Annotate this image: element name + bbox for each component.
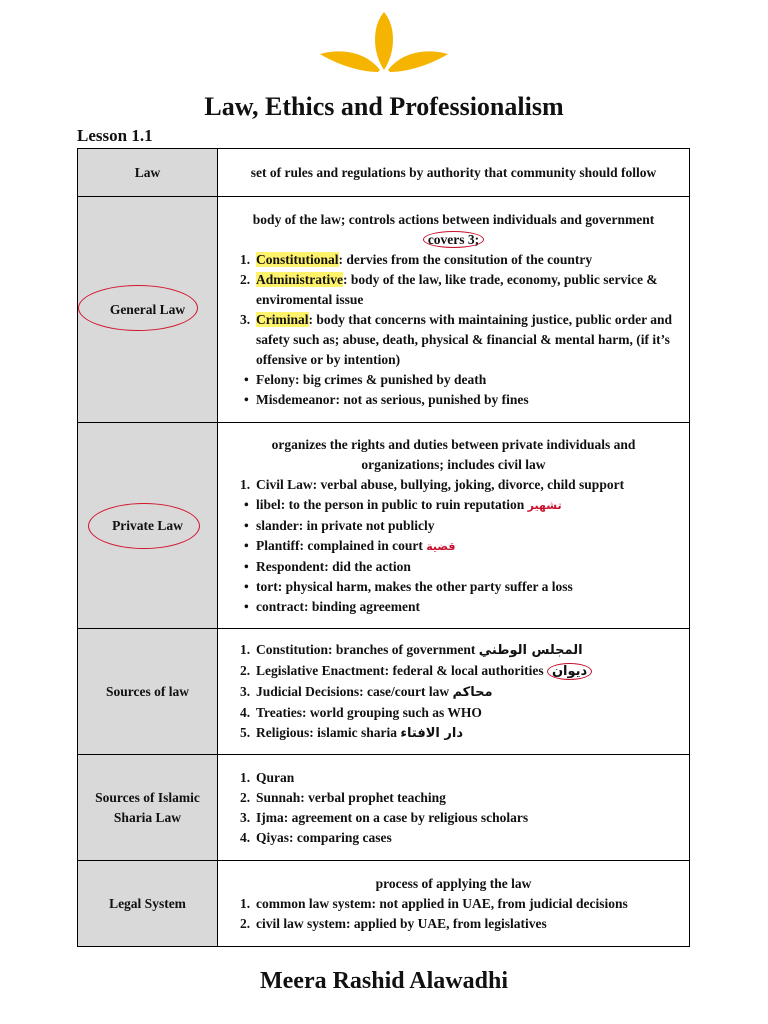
item-number: 3. xyxy=(240,683,251,699)
bullet-text: libel: to the person in public to ruin reputation xyxy=(256,496,525,512)
item-text: Sunnah: verbal prophet teaching xyxy=(256,789,446,805)
sources-list xyxy=(230,640,677,744)
list-item xyxy=(230,270,677,310)
row-label-private-law xyxy=(78,423,218,629)
list-item xyxy=(230,768,677,788)
private-intro: organizes the rights and duties between private individuals and xyxy=(271,436,636,452)
item-number: 2. xyxy=(240,271,251,287)
list-item xyxy=(230,788,677,808)
row-content-sources-of-sharia xyxy=(218,755,690,861)
item-text: : dervies from the consitution of the country xyxy=(338,251,593,267)
general-intro-2-wrap xyxy=(230,230,677,250)
item-text: civil law system: applied by UAE, from legislatives xyxy=(256,915,547,931)
row-label-sources-of-sharia xyxy=(78,755,218,861)
bullet-icon: • xyxy=(244,517,249,533)
general-list xyxy=(230,250,677,370)
item-text: : body that concerns with maintaining justice, public order and safety such as; abuse, death, physical & financial & mental harm, (if it’s offensive or by intention) xyxy=(256,311,673,367)
item-term: Criminal xyxy=(256,311,309,327)
item-text: : body of the law, like trade, economy, public service & enviromental issue xyxy=(256,271,658,307)
item-number: 2. xyxy=(240,915,251,931)
arabic-note: محاكم xyxy=(452,684,493,700)
sharia-list xyxy=(230,768,677,848)
list-item xyxy=(230,577,677,597)
table-row-legal-system xyxy=(78,861,690,947)
item-text: Civil Law: verbal abuse, bullying, joking, divorce, child support xyxy=(256,476,625,492)
handwritten-note: قضية xyxy=(426,539,456,553)
list-item xyxy=(230,390,677,410)
legal-list xyxy=(230,894,677,934)
list-item xyxy=(230,536,677,557)
item-number: 1. xyxy=(240,641,251,657)
bullet-icon: • xyxy=(244,496,249,512)
item-text: Quran xyxy=(256,769,295,785)
general-covers: covers 3; xyxy=(423,231,484,248)
row-label-sources-of-law xyxy=(78,629,218,755)
item-text: Legislative Enactment: federal & local authorities xyxy=(256,662,544,678)
legal-intro: process of applying the law xyxy=(375,875,532,891)
item-number: 1. xyxy=(240,769,251,785)
bullet-icon: • xyxy=(244,537,249,553)
bullet-icon: • xyxy=(244,371,249,387)
bullet-text: slander: in private not publicly xyxy=(256,517,435,533)
arabic-note: المجلس الوطني xyxy=(478,642,583,658)
lotus-logo-icon xyxy=(318,8,450,76)
row-content-general-law xyxy=(218,197,690,423)
item-text: Judicial Decisions: case/court law xyxy=(256,683,450,699)
label-text: Sources of law xyxy=(106,683,189,699)
item-number: 2. xyxy=(240,789,251,805)
page-title: Law, Ethics and Professionalism xyxy=(204,92,564,121)
list-item xyxy=(230,894,677,914)
list-item xyxy=(230,250,677,270)
item-number: 5. xyxy=(240,724,251,740)
item-text: Constitution: branches of government xyxy=(256,641,476,657)
arabic-note: دار الافتاء xyxy=(400,725,463,741)
row-content-private-law xyxy=(218,423,690,629)
table-row-sources-of-sharia xyxy=(78,755,690,861)
item-number: 4. xyxy=(240,704,251,720)
item-number: 4. xyxy=(240,829,251,845)
table-row-general-law xyxy=(78,197,690,423)
notes-table xyxy=(77,148,690,947)
author-name: Meera Rashid Alawadhi xyxy=(259,968,508,994)
bullet-text: tort: physical harm, makes the other party suffer a loss xyxy=(256,578,573,594)
item-number: 3. xyxy=(240,311,251,327)
table-row-law xyxy=(78,149,690,197)
general-intro: body of the law; controls actions between individuals and government xyxy=(252,211,655,227)
row-content-sources-of-law xyxy=(218,629,690,755)
item-term: Administrative xyxy=(256,271,343,287)
list-item xyxy=(230,723,677,744)
list-item xyxy=(230,557,677,577)
list-item xyxy=(230,661,677,682)
bullet-text: Felony: big crimes & punished by death xyxy=(256,371,487,387)
item-text: Religious: islamic sharia xyxy=(256,724,397,740)
list-item xyxy=(230,703,677,723)
list-item xyxy=(230,808,677,828)
item-number: 1. xyxy=(240,895,251,911)
list-item xyxy=(230,597,677,617)
list-item xyxy=(230,914,677,934)
item-text: Treaties: world grouping such as WHO xyxy=(256,704,482,720)
label-text: Private Law xyxy=(112,517,183,533)
private-intro-2: organizations; includes civil law xyxy=(361,456,546,472)
row-content-legal-system xyxy=(218,861,690,947)
bullet-icon: • xyxy=(244,578,249,594)
bullet-text: contract: binding agreement xyxy=(256,598,420,614)
item-number: 2. xyxy=(240,662,251,678)
row-label-general-law xyxy=(78,197,218,423)
general-bullets xyxy=(230,370,677,410)
row-label-law xyxy=(78,149,218,197)
law-definition: set of rules and regulations by authority that community should follow xyxy=(250,164,657,180)
label-text: Legal System xyxy=(109,895,186,911)
row-content-law xyxy=(218,149,690,197)
bullet-text: Plantiff: complained in court xyxy=(256,537,423,553)
bullet-text: Respondent: did the action xyxy=(256,558,411,574)
list-item xyxy=(230,640,677,661)
item-text: common law system: not applied in UAE, from judicial decisions xyxy=(256,895,628,911)
bullet-icon: • xyxy=(244,598,249,614)
list-item xyxy=(230,370,677,390)
item-number: 1. xyxy=(240,476,251,492)
item-term: Constitutional xyxy=(256,251,339,267)
arabic-note: ديوان xyxy=(547,663,592,680)
bullet-icon: • xyxy=(244,558,249,574)
table-row-private-law xyxy=(78,423,690,629)
item-number: 3. xyxy=(240,809,251,825)
bullet-text: Misdemeanor: not as serious, punished by fines xyxy=(256,391,529,407)
label-text: Sources of Islamic Sharia Law xyxy=(95,789,200,825)
row-label-legal-system xyxy=(78,861,218,947)
bullet-icon: • xyxy=(244,391,249,407)
label-text: General Law xyxy=(109,301,186,317)
list-item xyxy=(230,516,677,536)
item-text: Ijma: agreement on a case by religious scholars xyxy=(256,809,529,825)
list-item xyxy=(230,682,677,703)
private-bullets xyxy=(230,495,677,617)
item-number: 1. xyxy=(240,251,251,267)
table-row-sources-of-law xyxy=(78,629,690,755)
item-text: Qiyas: comparing cases xyxy=(256,829,392,845)
list-item xyxy=(230,310,677,370)
private-list xyxy=(230,475,677,495)
lesson-number: Lesson 1.1 xyxy=(77,126,153,145)
list-item xyxy=(230,495,677,516)
label-text: Law xyxy=(134,164,161,180)
handwritten-note: تشهير xyxy=(527,498,562,512)
list-item xyxy=(230,475,677,495)
list-item xyxy=(230,828,677,848)
